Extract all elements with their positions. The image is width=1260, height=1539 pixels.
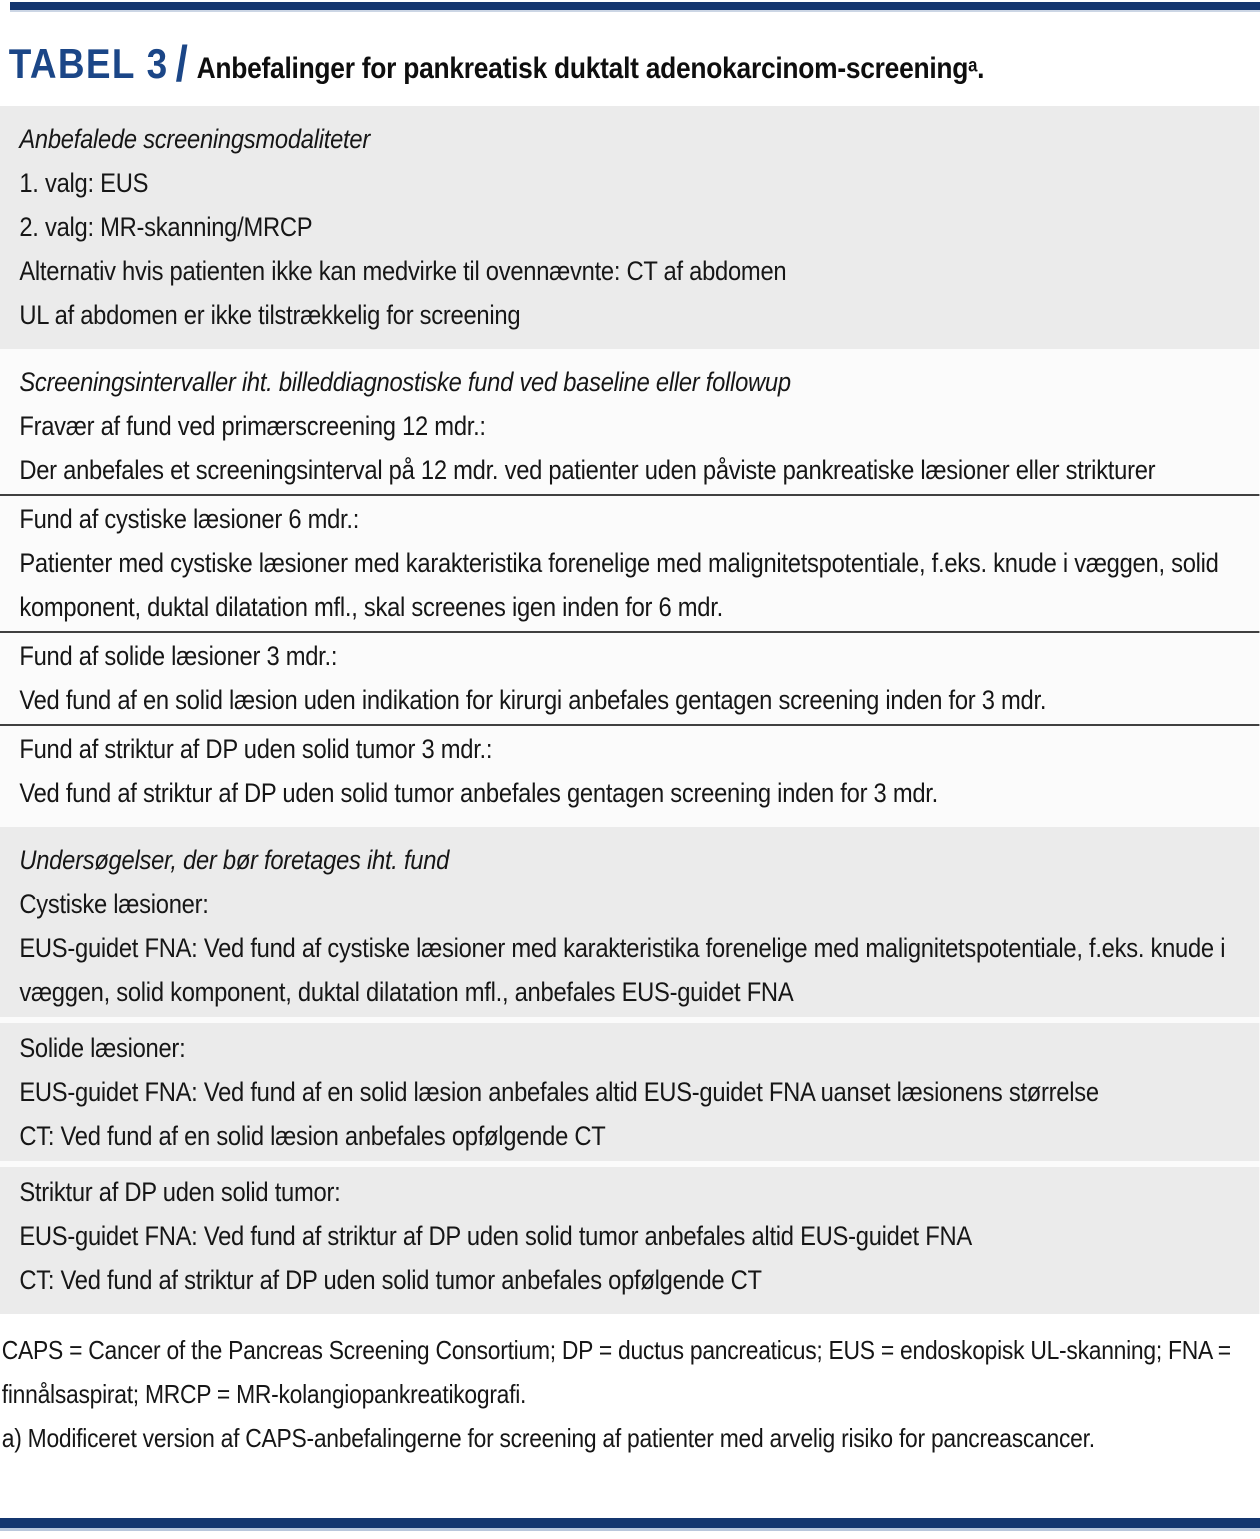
table-row: UL af abdomen er ikke tilstrækkelig for screening: [19, 300, 521, 330]
table-row: Fund af striktur af DP uden solid tumor 3 mdr.:: [19, 734, 493, 764]
title-suffix: .: [977, 52, 985, 85]
table-row: Ved fund af en solid læsion uden indikation for kirurgi anbefales gentagen screening inden for 3 mdr.: [19, 685, 1047, 715]
table-row: Striktur af DP uden solid tumor:: [19, 1177, 341, 1207]
row-group: [0, 727, 1259, 815]
row-divider: [0, 494, 1259, 496]
footnote-note-a: a) Modificeret version af CAPS-anbefalingerne for screening af patienter med arvelig risiko for pancreascancer.: [1, 1423, 1095, 1453]
row-divider: [0, 1017, 1259, 1023]
table-row: Ved fund af striktur af DP uden solid tumor anbefales gentagen screening inden for 3 mdr.: [19, 778, 938, 808]
table-row: Fund af solide læsioner 3 mdr.:: [19, 641, 338, 671]
table-row: 2. valg: MR-skanning/MRCP: [19, 212, 313, 242]
row-divider: [0, 631, 1259, 633]
section-examinations-per-finding: [0, 827, 1259, 1314]
table-row: Solide læsioner:: [19, 1033, 186, 1063]
section-header: Anbefalede screeningsmodaliteter: [19, 124, 370, 154]
title-superscript: a: [968, 55, 978, 77]
recommendations-table: [0, 106, 1259, 1314]
table-row: EUS-guidet FNA: Ved fund af striktur af DP uden solid tumor anbefales altid EUS-guidet FNA: [19, 1221, 972, 1251]
content-wrapper: [0, 32, 1259, 1460]
table-row: Patienter med cystiske læsioner med karakteristika forenelige med malignitetspotentiale, f.eks. knude i væggen, solid komponent, duktal dilatation mfl., skal screenes igen inden for 6 mdr.: [19, 548, 1219, 622]
table-row: Der anbefales et screeningsinterval på 12 mdr. ved patienter uden påviste pankreatiske læsioner eller strikturer: [19, 455, 1156, 485]
row-group: [0, 404, 1259, 492]
footnotes: [0, 1328, 1259, 1460]
row-group: [0, 882, 1259, 1014]
table-title: [9, 32, 1260, 90]
bottom-accent-bar: [0, 1518, 1260, 1531]
top-accent-bar: [10, 2, 1260, 12]
section-recommended-modalities: [0, 106, 1259, 349]
table-row: Cystiske læsioner:: [19, 889, 209, 919]
table-row: EUS-guidet FNA: Ved fund af cystiske læsioner med karakteristika forenelige med malignitetspotentiale, f.eks. knude i væggen, solid komponent, duktal dilatation mfl., anbefales EUS-guidet FNA: [19, 933, 1226, 1007]
table-row: Alternativ hvis patienten ikke kan medvirke til ovennævnte: CT af abdomen: [19, 256, 787, 286]
section-screening-intervals: [0, 349, 1259, 827]
table-row: EUS-guidet FNA: Ved fund af en solid læsion anbefales altid EUS-guidet FNA uanset læsionens størrelse: [19, 1077, 1099, 1107]
table-row: CT: Ved fund af en solid læsion anbefales opfølgende CT: [19, 1121, 606, 1151]
title-slash: /: [175, 36, 188, 92]
row-group: [0, 1170, 1259, 1302]
table-row: Fravær af fund ved primærscreening 12 mdr.:: [19, 411, 486, 441]
page-root: [0, 2, 1260, 1539]
table-row: Fund af cystiske læsioner 6 mdr.:: [19, 504, 360, 534]
row-group: [0, 634, 1259, 722]
table-number-label: TABEL 3: [8, 40, 169, 87]
table-row: CT: Ved fund af striktur af DP uden solid tumor anbefales opfølgende CT: [19, 1265, 762, 1295]
row-group: [0, 1026, 1259, 1158]
title-text: Anbefalinger for pankreatisk duktalt adenokarcinom-screening: [196, 52, 969, 85]
footnote-abbreviations: CAPS = Cancer of the Pancreas Screening Consortium; DP = ductus pancreaticus; EUS = endoskopisk UL-skanning; FNA = finnålsaspirat; MRCP = MR-kolangiopankreatikografi.: [1, 1335, 1231, 1409]
section-header: Undersøgelser, der bør foretages iht. fund: [19, 845, 450, 875]
section-header: Screeningsintervaller iht. billeddiagnostiske fund ved baseline eller followup: [19, 367, 791, 397]
row-divider: [0, 724, 1259, 726]
row-divider: [0, 1161, 1259, 1167]
row-group: [0, 497, 1259, 629]
table-row: 1. valg: EUS: [19, 168, 149, 198]
